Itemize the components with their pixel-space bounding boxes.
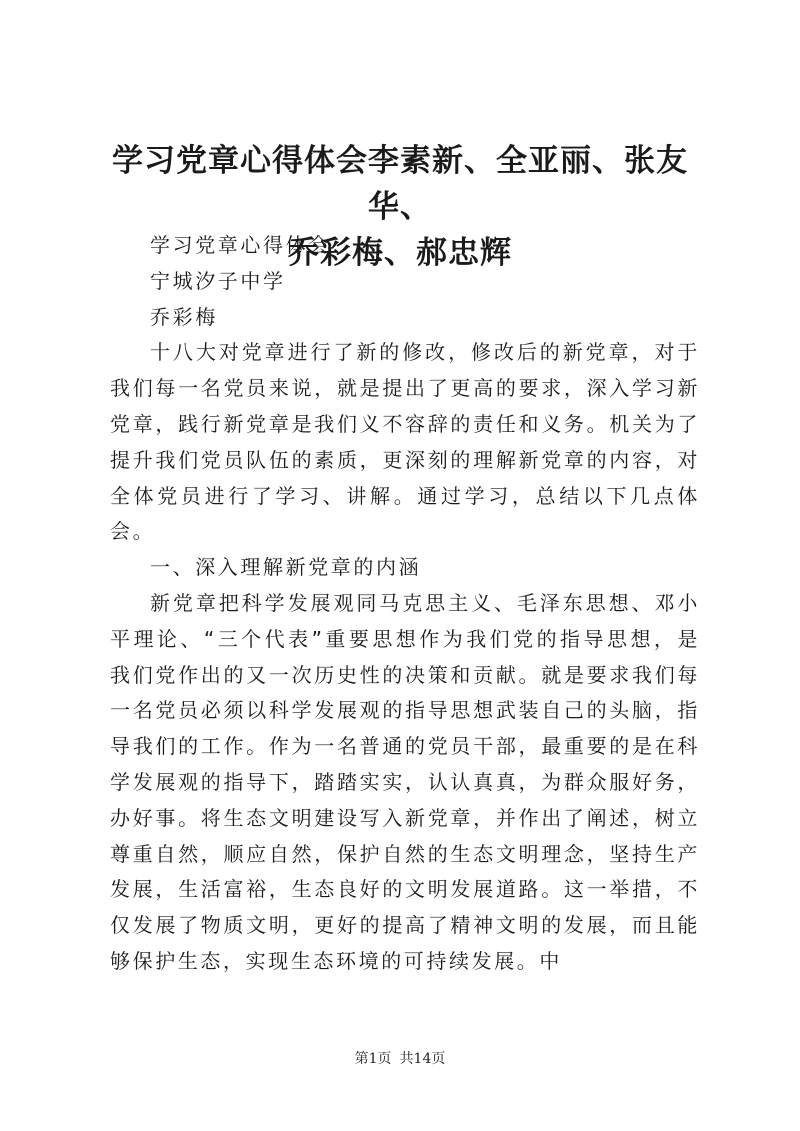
page-number: 第1页 xyxy=(354,1051,392,1067)
page-footer xyxy=(0,1048,800,1068)
subtitle: 学习党章心得体会 xyxy=(150,233,331,257)
section-heading-1: 一、深入理解新党章的内涵 xyxy=(150,555,422,580)
page-total: 共14页 xyxy=(399,1051,446,1067)
paragraph-section-1: 新党章把科学发展观同马克思主义、毛泽东思想、邓小平理论、“三个代表”重要思想作为我们党的指导思想，是我们党作出的又一次历史性的决策和贡献。就是要求我们每一名党员必须以科学发展观的指导思想武装自己的头脑，指导我们的工作。作为一名普通的党员干部，最重要的是在科学发展观的指导下，踏踏实实，认认真真，为群众服好务，办好事。将生态文明建设写入新党章，并作出了阐述，树立尊重自然，顺应自然，保护自然的生态文明理念，坚持生产发展，生活富裕，生态良好的文明发展道路。这一举措，不仅发展了物质文明，更好的提高了精神文明的发展，而且能够保护生态，实现生态环境的可持续发展。中 xyxy=(110,590,700,973)
paragraph-intro: 十八大对党章进行了新的修改，修改后的新党章，对于我们每一名党员来说，就是提出了更高的要求，深入学习新党章，践行新党章是我们义不容辞的责任和义务。机关为了提升我们党员队伍的素质，更深刻的理解新党章的内容，对全体党员进行了学习、讲解。通过学习，总结以下几点体会。 xyxy=(110,340,700,544)
school-name: 宁城汐子中学 xyxy=(150,268,286,293)
title-line-2: 乔彩梅、郝忠辉 xyxy=(288,235,512,271)
author-name: 乔彩梅 xyxy=(150,304,218,329)
document-body xyxy=(110,228,700,980)
title-line-1: 学习党章心得体会李素新、全亚丽、张友华、 xyxy=(112,143,688,225)
